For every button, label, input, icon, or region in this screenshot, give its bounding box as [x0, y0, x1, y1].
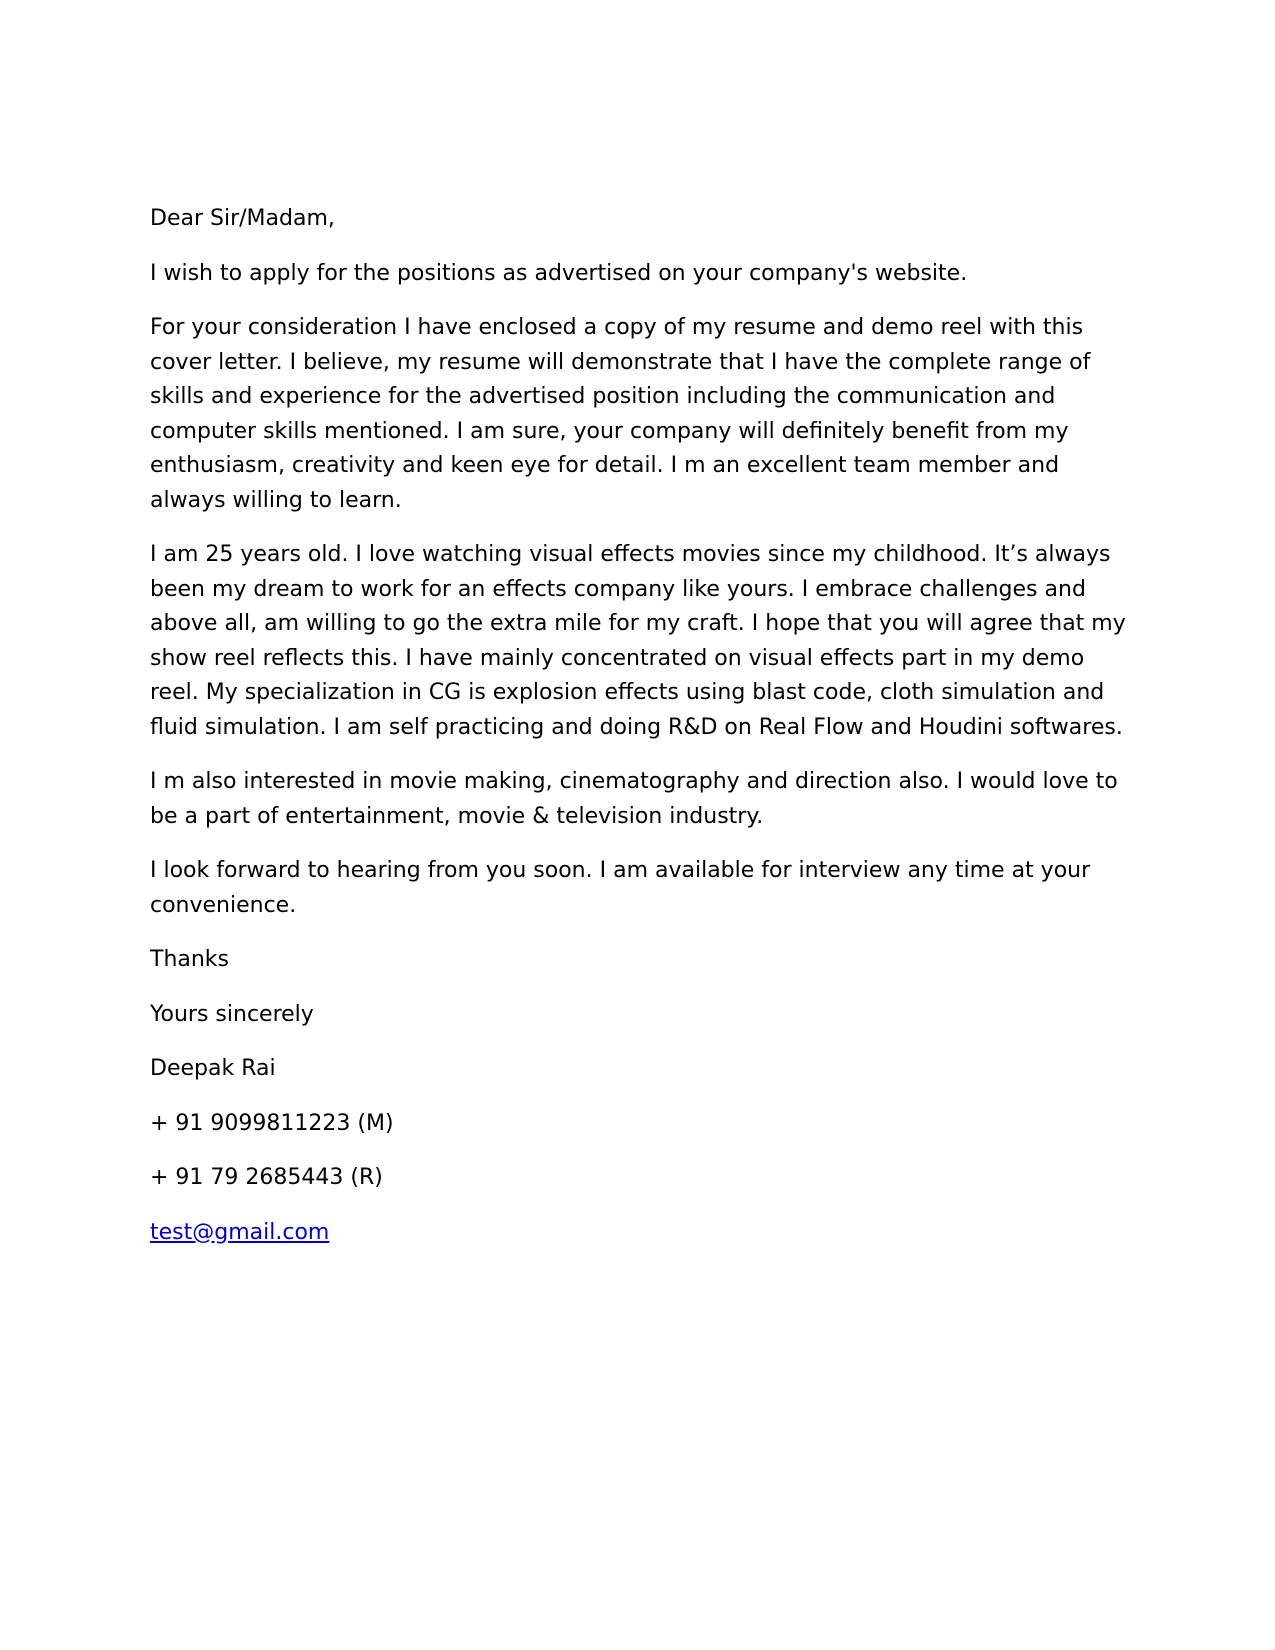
salutation: Dear Sir/Madam,: [150, 206, 335, 231]
paragraph-resume: For your consideration I have enclosed a copy of my resume and demo reel with this cover letter. I believe, my resume will demonstrate that I have the complete range of skills and experience for the advertised position including the communication and computer skills mentioned. I am sure, your company will definitely benefit from my enthusiasm, creativity and keen eye for detail. I m an excellent team member and always willing to learn.: [150, 315, 1091, 513]
paragraph-application: I wish to apply for the positions as advertised on your company's website.: [150, 260, 968, 286]
paragraph-closing-request: I look forward to hearing from you soon. I am available for interview any time at your convenience.: [150, 858, 1091, 918]
paragraph-interests: I m also interested in movie making, cinematography and direction also. I would love to be a part of entertainment, movie & television industry.: [150, 769, 1118, 829]
closing-line: Yours sincerely: [150, 1001, 314, 1027]
paragraph-background: I am 25 years old. I love watching visual effects movies since my childhood. It’s always been my dream to work for an effects company like yours. I embrace challenges and above all, am willing to go the extra mile for my craft. I hope that you will agree that my show reel reflects this. I have mainly concentrated on visual effects part in my demo reel. My specialization in CG is explosion effects using blast code, cloth simulation and fluid simulation. I am self practicing and doing R&D on Real Flow and Houdini softwares.: [150, 542, 1126, 740]
email-link[interactable]: test@gmail.com: [150, 1219, 330, 1245]
phone-residence: + 91 79 2685443 (R): [150, 1165, 383, 1190]
email-line: [150, 1216, 1130, 1251]
thanks-line: Thanks: [150, 947, 230, 972]
signature-name: Deepak Rai: [150, 1056, 276, 1081]
cover-letter: [150, 202, 1130, 1270]
phone-mobile: + 91 9099811223 (M): [150, 1110, 394, 1136]
